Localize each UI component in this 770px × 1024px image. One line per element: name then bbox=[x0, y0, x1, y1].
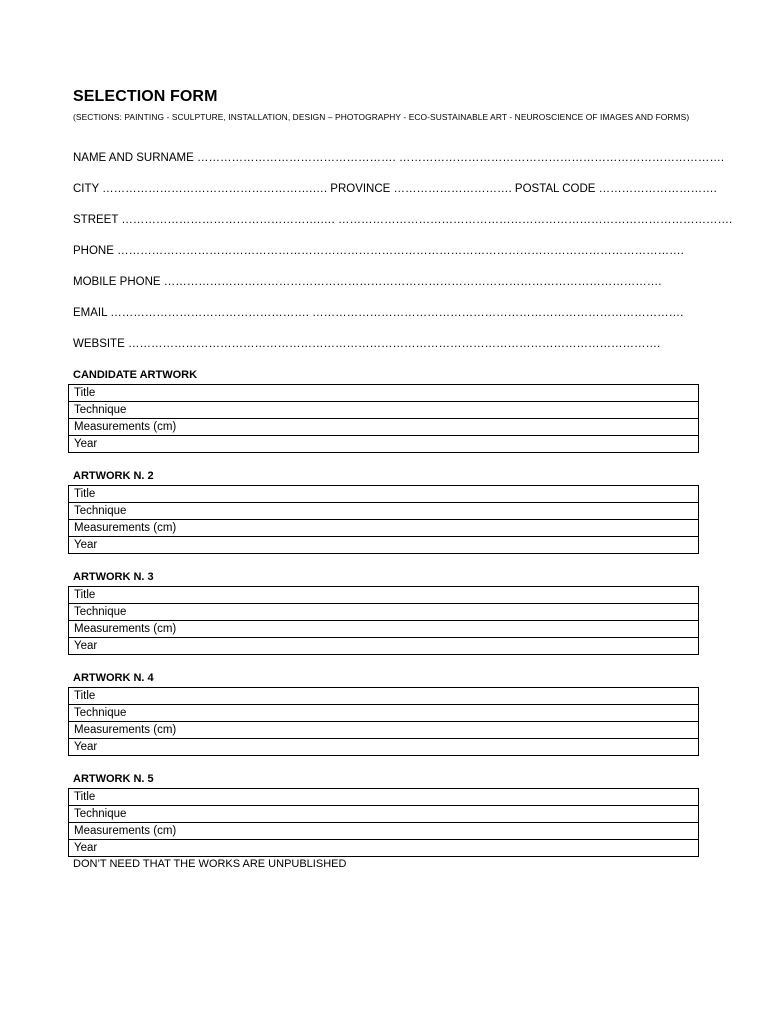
table-row bbox=[69, 722, 699, 739]
artwork-table-4 bbox=[68, 687, 699, 756]
table-row bbox=[69, 806, 699, 823]
table-row bbox=[69, 823, 699, 840]
row-title[interactable]: Title bbox=[69, 789, 699, 806]
table-row bbox=[69, 840, 699, 857]
unpublished-note: DON’T NEED THAT THE WORKS ARE UNPUBLISHED bbox=[73, 858, 347, 870]
table-row bbox=[69, 402, 699, 419]
website-field[interactable]: WEBSITE …………………………………………………………………………………………………………………………. bbox=[73, 338, 661, 350]
table-row bbox=[69, 419, 699, 436]
row-year[interactable]: Year bbox=[69, 739, 699, 756]
table-row bbox=[69, 705, 699, 722]
name-surname-field[interactable]: NAME AND SURNAME ……………………………………………. …………………………………………………………………………. bbox=[73, 152, 725, 164]
section-heading-artwork-3: ARTWORK N. 3 bbox=[73, 571, 154, 583]
street-field[interactable]: STREET …………………………………………….…. …………………………………………………………………………………………. bbox=[73, 214, 733, 226]
sections-subtitle: (SECTIONS: PAINTING - SCULPTURE, INSTALLATION, DESIGN – PHOTOGRAPHY - ECO-SUSTAINABLE ART - NEUROSCIENCE OF IMAGES AND FORMS) bbox=[73, 112, 690, 122]
table-row bbox=[69, 537, 699, 554]
row-measurements[interactable]: Measurements (cm) bbox=[69, 823, 699, 840]
section-heading-artwork-5: ARTWORK N. 5 bbox=[73, 773, 154, 785]
table-row bbox=[69, 638, 699, 655]
table-row bbox=[69, 739, 699, 756]
row-technique[interactable]: Technique bbox=[69, 402, 699, 419]
row-year[interactable]: Year bbox=[69, 638, 699, 655]
row-year[interactable]: Year bbox=[69, 436, 699, 453]
table-row bbox=[69, 604, 699, 621]
artwork-table-5 bbox=[68, 788, 699, 857]
phone-field[interactable]: PHONE …………………………………………………………………………………………………………………………………. bbox=[73, 245, 684, 257]
city-province-postal-field[interactable]: CITY ……………………………………………….…. PROVINCE …………………………. POSTAL CODE …………………………. bbox=[73, 183, 717, 195]
row-year[interactable]: Year bbox=[69, 537, 699, 554]
row-technique[interactable]: Technique bbox=[69, 705, 699, 722]
table-row bbox=[69, 436, 699, 453]
row-measurements[interactable]: Measurements (cm) bbox=[69, 722, 699, 739]
table-row bbox=[69, 789, 699, 806]
mobile-phone-field[interactable]: MOBILE PHONE …………………………………………………………………………………………………………………. bbox=[73, 276, 662, 288]
page-title: SELECTION FORM bbox=[73, 88, 218, 105]
row-year[interactable]: Year bbox=[69, 840, 699, 857]
table-row bbox=[69, 587, 699, 604]
section-heading-candidate-artwork: CANDIDATE ARTWORK bbox=[73, 369, 198, 381]
table-row bbox=[69, 486, 699, 503]
row-technique[interactable]: Technique bbox=[69, 604, 699, 621]
row-technique[interactable]: Technique bbox=[69, 806, 699, 823]
table-row bbox=[69, 503, 699, 520]
table-row bbox=[69, 385, 699, 402]
artwork-table-3 bbox=[68, 586, 699, 655]
table-row bbox=[69, 688, 699, 705]
row-title[interactable]: Title bbox=[69, 486, 699, 503]
row-title[interactable]: Title bbox=[69, 385, 699, 402]
section-heading-artwork-2: ARTWORK N. 2 bbox=[73, 470, 154, 482]
artwork-table-2 bbox=[68, 485, 699, 554]
row-measurements[interactable]: Measurements (cm) bbox=[69, 520, 699, 537]
row-technique[interactable]: Technique bbox=[69, 503, 699, 520]
row-title[interactable]: Title bbox=[69, 587, 699, 604]
row-measurements[interactable]: Measurements (cm) bbox=[69, 419, 699, 436]
table-row bbox=[69, 621, 699, 638]
section-heading-artwork-4: ARTWORK N. 4 bbox=[73, 672, 154, 684]
artwork-table-1 bbox=[68, 384, 699, 453]
table-row bbox=[69, 520, 699, 537]
row-measurements[interactable]: Measurements (cm) bbox=[69, 621, 699, 638]
email-field[interactable]: EMAIL ……………………………………………. ……………………………………………………………………………………. bbox=[73, 307, 684, 319]
row-title[interactable]: Title bbox=[69, 688, 699, 705]
